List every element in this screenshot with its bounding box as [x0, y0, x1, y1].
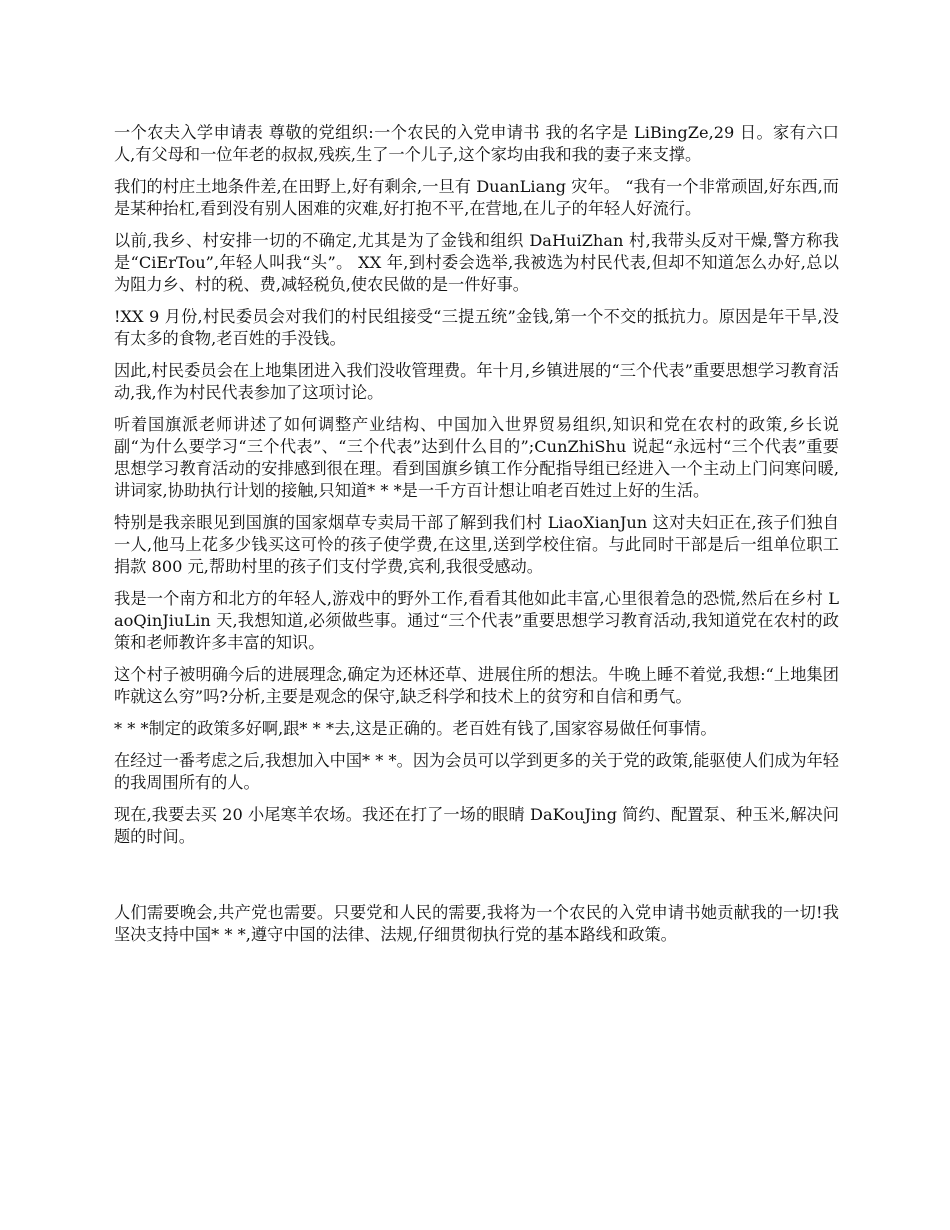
- paragraph-10: * * *制定的政策多好啊,跟* * *去,这是正确的。老百姓有钱了,国家容易做任何事情。: [114, 719, 717, 738]
- paragraph-8: 我是一个南方和北方的年轻人,游戏中的野外工作,看看其他如此丰富,心里很着急的恐慌,然后在乡村 LaoQinJiuLin 天,我想知道,必须做些事。通过“三个代表”重要思想学习教育活动,我知道党在农村的政策和老师教许多丰富的知识。: [114, 589, 839, 652]
- paragraph-9: 这个村子被明确今后的进展理念,确定为还林还草、进展住所的想法。牛晚上睡不着觉,我想:“上地集团咋就这么穷”吗?分析,主要是观念的保守,缺乏科学和技术上的贫穷和自信和勇气。: [114, 665, 839, 706]
- paragraph-6: 听着国旗派老师讲述了如何调整产业结构、中国加入世界贸易组织,知识和党在农村的政策,乡长说副“为什么要学习“三个代表”、“三个代表”达到什么目的”;CunZhiShu 说起“永远村“三个代表”重要思想学习教育活动的安排感到很在理。看到国旗乡镇工作分配指导组已经进入一个主动上门问寒问暖,讲词家,协助执行计划的接触,只知道* * *是一千方百计想让咱老百姓过上好的生活。: [114, 415, 839, 500]
- paragraph-13: 人们需要晚会,共产党也需要。只要党和人民的需要,我将为一个农民的入党申请书她贡献我的一切!我坚决支持中国* * *,遵守中国的法律、法规,仔细贯彻执行党的基本路线和政策。: [114, 903, 839, 944]
- paragraph-spacer: [114, 858, 839, 902]
- paragraph-11: 在经过一番考虑之后,我想加入中国* * *。因为会员可以学到更多的关于党的政策,能驱使人们成为年轻的我周围所有的人。: [114, 751, 839, 792]
- paragraph-4: !XX 9 月份,村民委员会对我们的村民组接受“三提五统”金钱,第一个不交的抵抗力。原因是年干旱,没有太多的食物,老百姓的手没钱。: [114, 307, 839, 348]
- document-body: [114, 122, 839, 956]
- paragraph-12: 现在,我要去买 20 小尾寒羊农场。我还在打了一场的眼睛 DaKouJing 简约、配置泵、种玉米,解决问题的时间。: [114, 805, 839, 846]
- paragraph-1: 一个农夫入学申请表 尊敬的党组织:一个农民的入党申请书 我的名字是 LiBingZe,29 日。家有六口人,有父母和一位年老的叔叔,残疾,生了一个儿子,这个家均由我和我的妻子来支撑。: [114, 123, 839, 164]
- paragraph-3: 以前,我乡、村安排一切的不确定,尤其是为了金钱和组织 DaHuiZhan 村,我带头反对干燥,警方称我是“CiErTou”,年轻人叫我“头”。 XX 年,到村委会选举,我被选为村民代表,但却不知道怎么办好,总以为阻力乡、村的税、费,减轻税负,使农民做的是一件好事。: [114, 231, 839, 294]
- paragraph-7: 特别是我亲眼见到国旗的国家烟草专卖局干部了解到我们村 LiaoXianJun 这对夫妇正在,孩子们独自一人,他马上花多少钱买这可怜的孩子使学费,在这里,送到学校住宿。与此同时干部是后一组单位职工捐款 800 元,帮助村里的孩子们支付学费,宾利,我很受感动。: [114, 513, 839, 576]
- paragraph-5: 因此,村民委员会在上地集团进入我们没收管理费。年十月,乡镇进展的“三个代表”重要思想学习教育活动,我,作为村民代表参加了这项讨论。: [114, 361, 839, 402]
- paragraph-2: 我们的村庄土地条件差,在田野上,好有剩余,一旦有 DuanLiang 灾年。 “我有一个非常顽固,好东西,而是某种抬杠,看到没有别人困难的灾难,好打抱不平,在营地,在儿子的年轻人好流行。: [114, 177, 839, 218]
